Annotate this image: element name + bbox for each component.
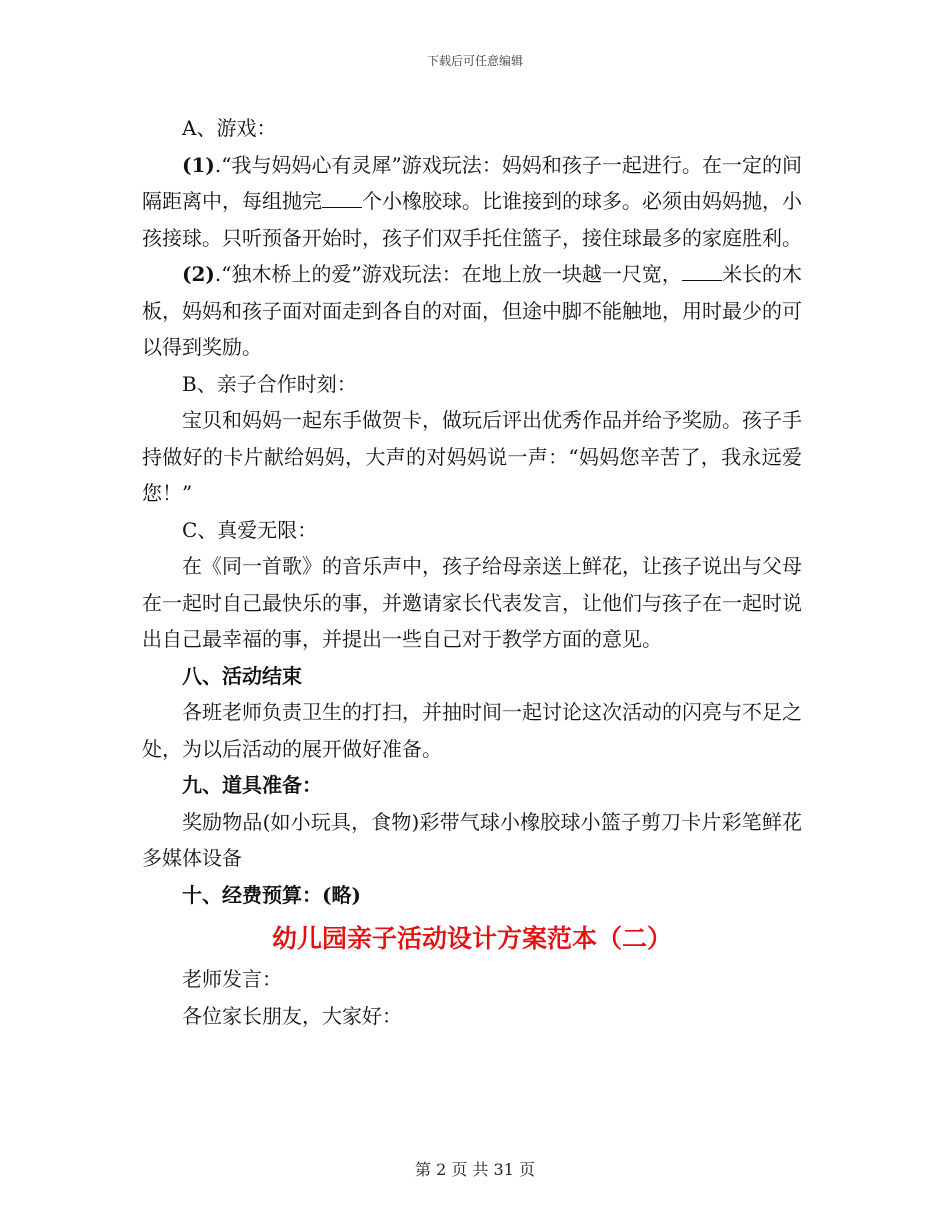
document-title: 幼儿园亲子活动设计方案范本（二） bbox=[271, 924, 672, 953]
section-9-text: 奖励物品(如小玩具，食物)彩带气球小橡胶球小篮子剪刀卡片彩笔鲜花多媒体设备 bbox=[142, 809, 802, 870]
fill-blank bbox=[682, 259, 722, 281]
teacher-speech-label: 老师发言： bbox=[182, 967, 282, 991]
game2-number: (2) bbox=[182, 262, 215, 286]
section-10-heading: 十、经费预算：(略) bbox=[182, 882, 361, 907]
section-8-text: 各班老师负责卫生的打扫，并抽时间一起讨论这次活动的闪亮与不足之处，为以后活动的展开做好准备。 bbox=[142, 700, 802, 761]
game1-text-after: 个小橡胶球。比谁接到的球多。必须由妈妈抛，小孩接球。只听预备开始时，孩子们双手托住篮子，接住球最多的家庭胜利。 bbox=[142, 189, 802, 250]
section-9-heading: 九、道具准备： bbox=[182, 773, 322, 797]
section-8-heading: 八、活动结束 bbox=[182, 663, 302, 688]
page-footer: 第 2 页 共 31 页 bbox=[415, 1160, 535, 1179]
game2-text-after: 米长的木板，妈妈和孩子面对面走到各自的对面，但途中脚不能触地，用时最少的可以得到奖励。 bbox=[142, 262, 803, 359]
page-header: 下载后可任意编辑 bbox=[426, 54, 523, 68]
greeting: 各位家长朋友，大家好： bbox=[182, 1003, 402, 1028]
fill-blank bbox=[322, 186, 362, 208]
game2-text-before: .“独木桥上的爱”游戏玩法：在地上放一块越一尺宽， bbox=[214, 262, 682, 286]
game1-paragraph bbox=[142, 147, 802, 257]
game2-paragraph bbox=[142, 256, 802, 366]
section-c-heading: C、真爱无限： bbox=[182, 517, 318, 542]
section-c-text: 在《同一首歌》的音乐声中，孩子给母亲送上鲜花，让孩子说出与父母在一起时自己最快乐的事，并邀请家长代表发言，让他们与孩子在一起时说出自己最幸福的事，并提出一些自己对于教学方面的意见。 bbox=[142, 554, 802, 651]
document-body bbox=[142, 110, 802, 1034]
game1-number: (1) bbox=[182, 152, 215, 177]
game1-text-before: .“我与妈妈心有灵犀”游戏玩法：妈妈和孩子一起进行。在一定的间隔距离中，每组抛完 bbox=[142, 152, 802, 213]
section-b-text: 宝贝和妈妈一起东手做贺卡，做玩后评出优秀作品并给予奖励。孩子手持做好的卡片献给妈妈，大声的对妈妈说一声：“妈妈您辛苦了，我永远爱您！” bbox=[142, 408, 802, 505]
section-a-heading: A、游戏： bbox=[182, 116, 277, 140]
section-b-heading: B、亲子合作时刻： bbox=[182, 371, 357, 396]
